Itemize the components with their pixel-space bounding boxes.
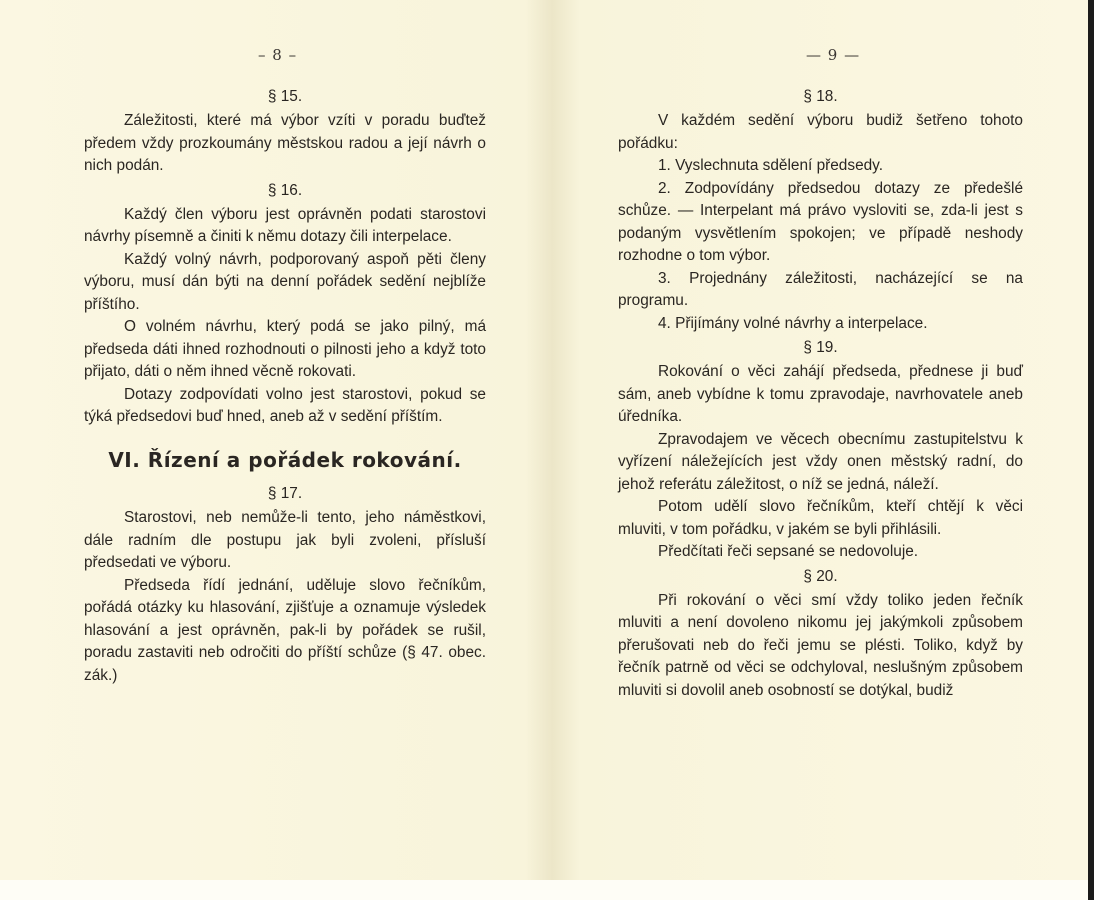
paragraph: Záležitosti, které má výbor vzíti v poradu buďtež předem vždy prozkoumány městskou radou a její návrh o nich podán. xyxy=(84,112,486,174)
section-heading: § 18. xyxy=(803,88,838,105)
paragraph: Rokování o věci zahájí předseda, přednese ji buď sám, aneb vybídne k tomu zpravodaje, navrhovatele aneb úředníka. xyxy=(618,363,1023,425)
page-number: – 8 – xyxy=(258,46,298,64)
paragraph: Potom udělí slovo řečníkům, kteří chtějí k věci mluviti, v tom pořádku, v jakém se byli přihlásili. xyxy=(618,498,1023,538)
section-heading: § 17. xyxy=(267,485,303,502)
section-heading: § 15. xyxy=(267,88,303,105)
right-page xyxy=(548,0,1094,880)
paragraph: Při rokování o věci smí vždy toliko jeden řečník mluviti a není dovoleno nikomu jej jakýmkoli způsobem přerušovati neb do řeči jemu se plésti. Toliko, když by řečník patrně od věci se odchyloval, neslušným způsobem mluviti si dovolil aneb osobností se dotýkal, budiž xyxy=(618,591,1023,699)
paragraph: Předseda řídí jednání, uděluje slovo řečníkům, pořádá otázky ku hlasování, zjišťuje a oznamuje výsledek hlasování a jest oprávněn, pak-li by pořádek se rušil, poradu zastaviti neb odročiti do příští schůze (§ 47. obec. zák.) xyxy=(84,576,486,684)
paragraph: 4. Přijímány volné návrhy a interpelace. xyxy=(658,314,928,332)
page-number: — 9 — xyxy=(806,46,861,64)
paragraph: Každý člen výboru jest oprávněn podati starostovi návrhy písemně a činiti k němu dotazy čili interpelace. xyxy=(84,205,486,245)
section-heading: § 20. xyxy=(803,567,838,585)
paragraph: 2. Zodpovídány předsedou dotazy ze předešlé schůze. — Interpelant má právo vysloviti se, zda-li jest s podaným vysvětlením spokojen; ve případě neshody rozhodne o tom výbor. xyxy=(618,179,1023,264)
paragraph: Dotazy zodpovídati volno jest starostovi, pokud se týká předsedovi buď hned, aneb až v sedění příštím. xyxy=(84,385,486,425)
paragraph: Zpravodajem ve věcech obecnímu zastupitelstvu k vyřízení náležejících jest vždy onen městský radní, do jehož referátu záležitost, o níž se jedná, náleží. xyxy=(618,430,1023,493)
chapter-heading: VI. Řízení a pořádek rokování. xyxy=(108,447,462,472)
paragraph: V každém sedění výboru budiž šetřeno tohoto pořádku: xyxy=(618,112,1023,152)
paragraph: Předčítati řeči sepsané se nedovoluje. xyxy=(658,543,919,560)
section-heading: § 19. xyxy=(803,339,838,356)
paragraph: Starostovi, neb nemůže-li tento, jeho náměstkovi, dále radním dle postupu jak byli zvoleni, přísluší předsedati ve výboru. xyxy=(84,509,486,571)
scan-margin xyxy=(0,880,1094,900)
right-page-text xyxy=(618,84,1023,702)
paragraph: O volném návrhu, který podá se jako pilný, má předseda dáti ihned rozhodnouti o pilnosti jeho a když toto přijato, dáti o něm ihned věcně rokovati. xyxy=(84,318,486,380)
left-page xyxy=(0,0,548,880)
left-page-text xyxy=(84,84,486,687)
section-heading: § 16. xyxy=(267,181,303,199)
paragraph: 3. Projednány záležitosti, nacházející se na programu. xyxy=(618,269,1023,309)
paragraph: Každý volný návrh, podporovaný aspoň pěti členy výboru, musí dán býti na denní pořádek sedění nejblíže příštího. xyxy=(84,250,486,313)
paragraph: 1. Vyslechnuta sdělení předsedy. xyxy=(658,157,884,174)
